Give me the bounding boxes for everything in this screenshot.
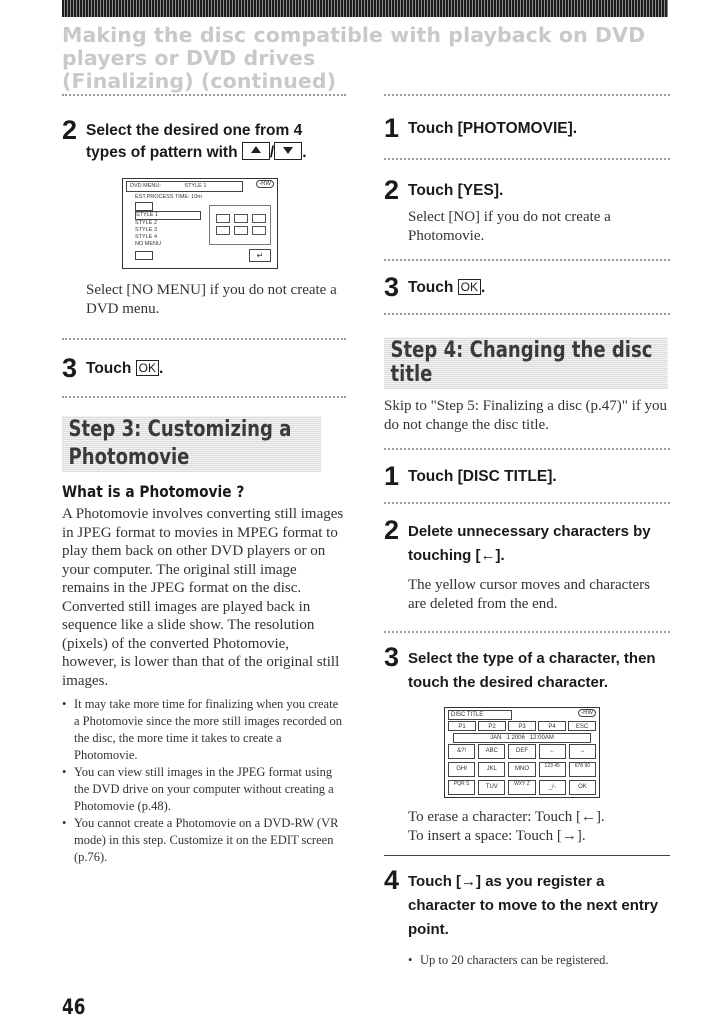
top-decorative-bar [62, 0, 668, 17]
dvd-menu-header [126, 181, 243, 192]
key: 123 45 [539, 762, 566, 777]
page-number: 46 [62, 995, 86, 1019]
key: 678 90 [569, 762, 596, 777]
banner-title: Step 4: Changing the disc title [384, 337, 668, 389]
up-arrow-button-icon [242, 142, 270, 160]
key: GHI [448, 762, 475, 777]
notes-list [62, 696, 346, 866]
disc-title-label: DISC TITLE [448, 710, 512, 720]
divider [384, 313, 670, 315]
step-2-select-pattern [62, 115, 346, 164]
character-keypad [448, 744, 596, 795]
tab-p1: P1 [448, 721, 476, 731]
step-4-banner [384, 337, 670, 389]
step-text: Select the type of a character, then touch the desired character. [408, 650, 656, 691]
step-3-select-character [384, 642, 670, 695]
down-arrow-button-icon [274, 142, 302, 160]
step-number: 4 [384, 865, 400, 895]
est-process-label: EST.PROCESS TIME: [135, 194, 190, 200]
tab-p2: P2 [478, 721, 506, 731]
step-number: 2 [62, 115, 78, 145]
note-item [408, 952, 670, 969]
style-item: STYLE 3 [135, 227, 158, 233]
divider [384, 259, 670, 261]
divider [384, 502, 670, 504]
right-column [384, 94, 670, 969]
bullet: • [62, 816, 67, 830]
key: ABC [478, 744, 505, 759]
step-end: . [302, 144, 307, 161]
divider [62, 338, 346, 340]
step-text: Touch [→] as you register a character to move to the next entry point. [408, 873, 659, 938]
insert-instruction: To insert a space: Touch [→]. [408, 827, 586, 844]
style-item: STYLE 4 [135, 234, 158, 240]
key: &?! [448, 744, 475, 759]
menu-preview-grid [209, 205, 271, 245]
step-end: . [159, 360, 164, 377]
key: JKL [478, 762, 505, 777]
page-header [62, 24, 682, 93]
banner-line-1: Step 3: Customizing a [62, 416, 321, 444]
step-2-description: The yellow cursor moves and characters are deleted from the end. [408, 577, 650, 612]
key-backspace: ← [539, 744, 566, 759]
divider [62, 94, 346, 96]
note-item [62, 696, 346, 764]
erase-instruction: To erase a character: Touch [←]. [408, 809, 605, 825]
step-text: Touch [86, 360, 132, 377]
photomovie-paragraph-2: Converted still images are played back in sequence like a slide show. The resolution (pixels) of the converted Photomovie, however, is lower than that of the original still images. [62, 598, 340, 689]
skip-text: Skip to "Step 5: Finalizing a disc (p.47)" if you do not change the disc title. [384, 398, 668, 433]
step-number: 3 [384, 272, 400, 302]
divider [384, 631, 670, 633]
step-end: . [481, 279, 486, 296]
style-item: NO MENU [135, 241, 161, 247]
step-1-touch-photomovie [384, 113, 670, 143]
step-text: Touch [PHOTOMOVIE]. [408, 120, 578, 137]
step-3-touch-ok [384, 272, 670, 302]
divider [384, 94, 670, 96]
step-3-touch-ok [62, 353, 346, 383]
bullet: • [62, 765, 67, 779]
what-is-photomovie-heading: What is a Photomovie ? [62, 482, 245, 501]
key: PQR S [448, 780, 475, 795]
step-4-notes [408, 952, 670, 969]
step-number: 2 [384, 515, 400, 545]
dvd-menu-style: STYLE 1 [184, 183, 207, 189]
divider [62, 396, 346, 398]
screen-down-icon [135, 251, 153, 260]
separator: / [269, 144, 275, 161]
bullet: • [408, 953, 413, 967]
note-text: It may take more time for finalizing when you create a Photomovie since the more still images recorded on the disc, the more time it takes to create a Photomovie. [74, 697, 342, 762]
step-4-touch-forward [384, 865, 670, 942]
banner-line-2: Photomovie [62, 444, 321, 472]
step-2-description: Select [NO MENU] if you do not create a DVD menu. [86, 282, 337, 317]
divider [384, 855, 670, 856]
key-forward: → [569, 744, 596, 759]
step-text: Select the desired one from 4 types of pattern with [86, 122, 303, 161]
step-number: 3 [384, 642, 400, 672]
note-text: You cannot create a Photomovie on a DVD-RW (VR mode) in this step. Customize it on the EDIT screen (p.76). [74, 816, 339, 864]
key: _/- [539, 780, 566, 795]
page-tabs [448, 721, 596, 731]
style-item: STYLE 2 [135, 220, 158, 226]
step-number: 3 [62, 353, 78, 383]
header-subtitle: (Finalizing) (continued) [62, 69, 337, 93]
style-list [135, 211, 201, 248]
dvd-menu-title: DVD MENU: [130, 183, 161, 189]
note-item [62, 764, 346, 815]
step-text: Touch [YES]. [408, 182, 504, 199]
step-number: 1 [384, 461, 400, 491]
key: WXY Z [508, 780, 535, 795]
step-2-delete-characters [384, 515, 670, 568]
esc-key: ESC [568, 721, 596, 731]
tab-p3: P3 [508, 721, 536, 731]
step-number: 1 [384, 113, 400, 143]
screen-up-icon [135, 202, 153, 211]
ok-key: OK [569, 780, 596, 795]
note-text: Up to 20 characters can be registered. [420, 953, 609, 967]
divider [384, 158, 670, 160]
dvd-menu-screen [122, 178, 278, 269]
rw-badge: -RW [578, 709, 596, 717]
step-2-description: Select [NO] if you do not create a Photomovie. [408, 209, 611, 244]
ok-button-icon: OK [136, 360, 159, 376]
est-process [135, 194, 202, 200]
step-text: Touch [DISC TITLE]. [408, 468, 557, 485]
title-input-field: JAN 1 2006 12:00AM [453, 733, 591, 743]
note-text: You can view still images in the JPEG format using the DVD drive on your computer without creating a Photomovie (p.48). [74, 765, 334, 813]
step-text: Delete unnecessary characters by touching [←]. [408, 523, 651, 564]
key: MNO [508, 762, 535, 777]
rw-badge: -RW [256, 180, 274, 188]
est-process-time: 10m [191, 194, 202, 200]
divider [384, 448, 670, 450]
note-item [62, 815, 346, 866]
style-item-selected: STYLE 1 [135, 211, 201, 220]
step-number: 2 [384, 175, 400, 205]
step-text: Touch [408, 279, 454, 296]
return-icon: ↵ [249, 249, 271, 262]
step-3-banner [62, 416, 346, 472]
tab-p4: P4 [538, 721, 566, 731]
key: DEF [508, 744, 535, 759]
left-column [62, 94, 346, 866]
ok-button-icon: OK [458, 279, 481, 295]
photomovie-paragraph-1: A Photomovie involves converting still images in JPEG format to movies in MPEG format to play them back on other DVD players or on your computer. The original still image remains in the JPEG format on the disc. [62, 506, 344, 596]
step-2-touch-yes [384, 175, 670, 205]
step-1-touch-disc-title [384, 461, 670, 491]
bullet: • [62, 697, 67, 711]
disc-title-screen [444, 707, 600, 798]
key: TUV [478, 780, 505, 795]
header-title: Making the disc compatible with playback on DVD players or DVD drives [62, 23, 646, 70]
